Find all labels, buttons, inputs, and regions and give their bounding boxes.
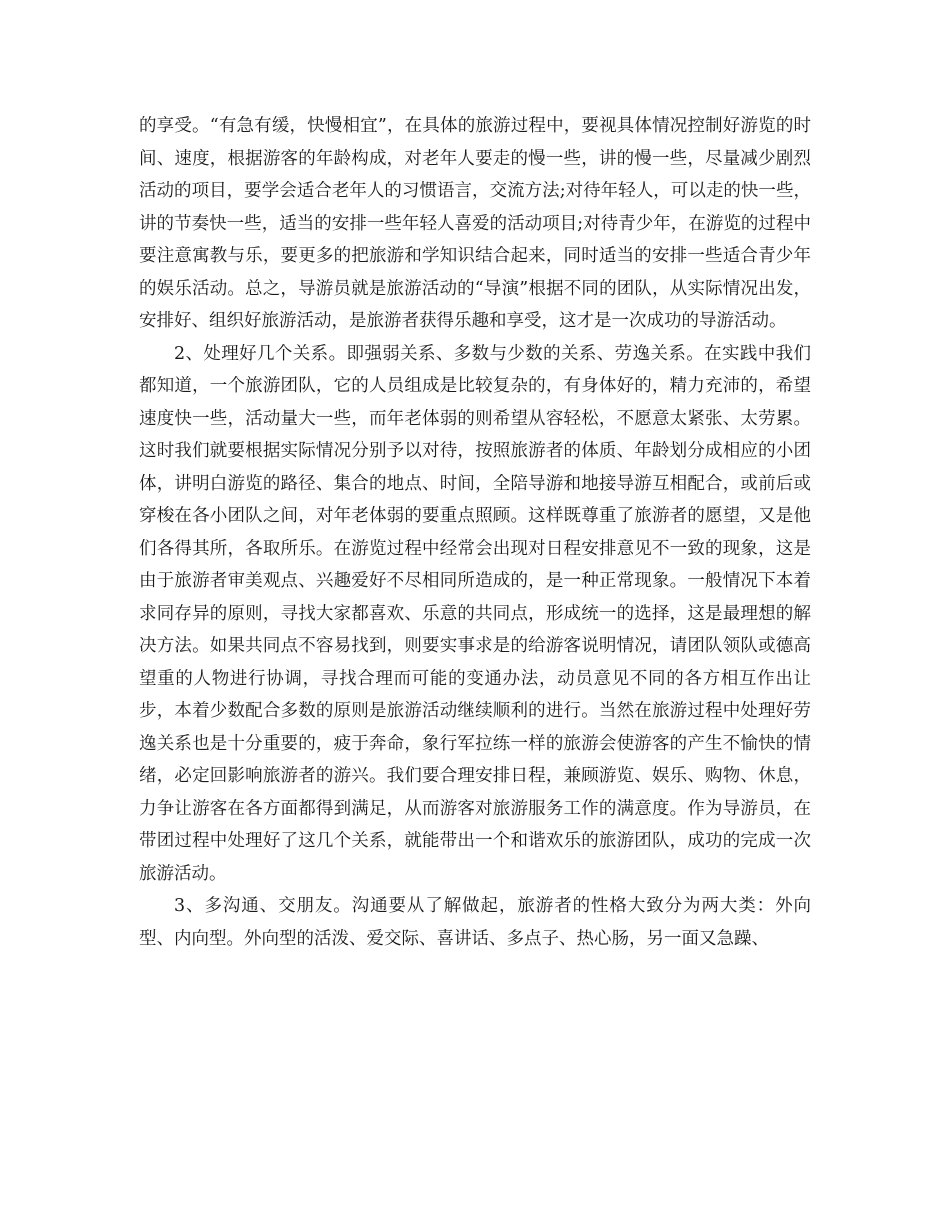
paragraph-3: 3、多沟通、交朋友。沟通要从了解做起，旅游者的性格大致分为两大类：外向型、内向型。外向型的活泼、爱交际、喜讲话、多点子、热心肠，另一面又急躁、 [139,896,811,949]
paragraph-2: 2、处理好几个关系。即强弱关系、多数与少数的关系、劳逸关系。在实践中我们都知道，一个旅游团队，它的人员组成是比较复杂的，有身体好的，精力充沛的，希望速度快一些，活动量大一些，而年老体弱的则希望从容轻松，不愿意太紧张、太劳累。这时我们就要根据实际情况分别予以对待，按照旅游者的体质、年龄划分成相应的小团体，讲明白游览的路径、集合的地点、时间，全陪导游和地接导游互相配合，或前后或穿梭在各小团队之间，对年老体弱的要重点照顾。这样既尊重了旅游者的愿望，又是他们各得其所，各取所乐。在游览过程中经常会出现对日程安排意见不一致的现象，这是由于旅游者审美观点、兴趣爱好不尽相同所造成的，是一种正常现象。一般情况下本着求同存异的原则，寻找大家都喜欢、乐意的共同点，形成统一的选择，这是最理想的解决方法。如果共同点不容易找到，则要实事求是的给游客说明情况，请团队领队或德高望重的人物进行协调，寻找合理而可能的变通办法，动员意见不同的各方相互作出让步，本着少数配合多数的原则是旅游活动继续顺利的进行。当然在旅游过程中处理好劳逸关系也是十分重要的，疲于奔命，象行军拉练一样的旅游会使游客的产生不愉快的情绪，必定回影响旅游者的游兴。我们要合理安排日程，兼顾游览、娱乐、购物、休息，力争让游客在各方面都得到满足，从而游客对旅游服务工作的满意度。作为导游员，在带团过程中处理好了这几个关系，就能带出一个和谐欢乐的旅游团队，成功的完成一次旅游活动。 [139,343,811,884]
document-body [139,110,811,955]
paragraph-1: 的享受。“有急有缓，快慢相宜”，在具体的旅游过程中，要视具体情况控制好游览的时间、速度，根据游客的年龄构成，对老年人要走的慢一些，讲的慢一些，尽量减少剧烈活动的项目，要学会适合老年人的习惯语言，交流方法;对待年轻人，可以走的快一些，讲的节奏快一些，适当的安排一些年轻人喜爱的活动项目;对待青少年，在游览的过程中要注意寓教与乐，要更多的把旅游和学知识结合起来，同时适当的安排一些适合青少年的娱乐活动。总之，导游员就是旅游活动的“导演”根据不同的团队，从实际情况出发，安排好、组织好旅游活动，是旅游者获得乐趣和享受，这才是一次成功的导游活动。 [139,116,811,331]
